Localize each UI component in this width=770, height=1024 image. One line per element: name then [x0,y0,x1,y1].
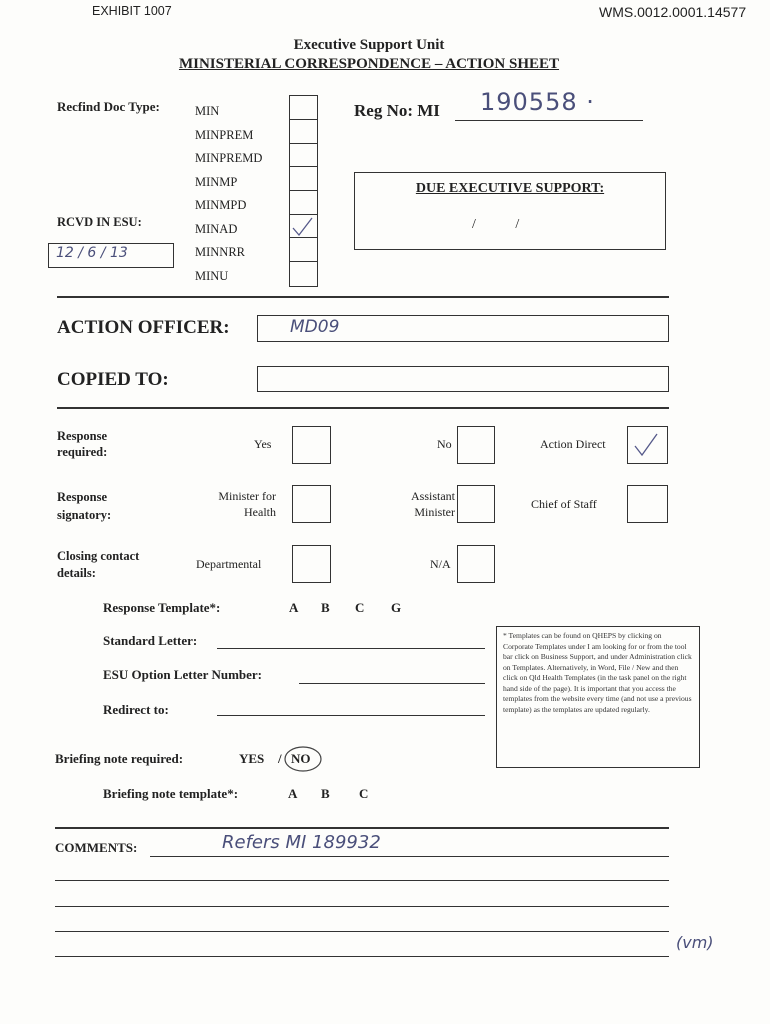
section-divider [55,827,669,829]
copied-to-field[interactable] [257,366,669,392]
na-checkbox[interactable] [457,545,495,583]
comments-line[interactable] [150,856,669,857]
chief-of-staff-checkbox[interactable] [627,485,668,523]
template-option-g[interactable]: G [391,600,402,615]
response-template-label: Response Template*: [103,600,221,615]
reg-no-label: Reg No: MI [354,101,440,120]
briefing-required-label: Briefing note required: [55,751,184,766]
exhibit-label: EXHIBIT 1007 [92,4,172,18]
response-yes-checkbox[interactable] [292,426,331,464]
response-yes-label: Yes [254,437,272,451]
doc-type-option: MINMPD [195,198,247,212]
assistant-minister-label: Assistant Minister [410,489,455,519]
briefing-option-c[interactable]: C [359,786,369,801]
unit-title: Executive Support Unit [293,37,445,53]
section-divider [57,407,669,409]
briefing-separator: / [278,751,282,766]
received-label: RCVD IN ESU: [57,215,142,229]
template-option-c[interactable]: C [355,600,365,615]
briefing-no[interactable]: NO [291,751,311,766]
doc-type-option: MINU [195,268,229,283]
checkmark-icon [632,432,660,458]
departmental-label: Departmental [196,557,262,571]
standard-letter-field[interactable] [217,648,485,649]
response-required-label: Response required: [57,429,108,459]
template-option-b[interactable]: B [321,600,330,615]
page-title: MINISTERIAL CORRESPONDENCE – ACTION SHEET [178,56,560,72]
action-direct-label: Action Direct [540,437,606,451]
doc-type-checkbox-column[interactable] [289,95,318,287]
briefing-template-label: Briefing note template*: [103,786,239,801]
template-option-a[interactable]: A [289,600,299,615]
document-id: WMS.0012.0001.14577 [599,4,747,20]
doc-type-option: MINMP [195,174,238,189]
doc-type-option: MINAD [195,221,238,236]
due-date-value: / / [472,217,520,232]
comments-line[interactable] [55,931,669,932]
response-signatory-label: Response signatory: [57,490,112,522]
checkmark-icon [290,215,316,237]
departmental-checkbox[interactable] [292,545,331,583]
na-label: N/A [430,557,451,571]
standard-letter-label: Standard Letter: [103,633,198,648]
briefing-yes[interactable]: YES [239,751,265,766]
initials-mark: (vm) [676,933,714,952]
comments-line[interactable] [55,956,669,957]
response-no-checkbox[interactable] [457,426,495,464]
briefing-option-b[interactable]: B [321,786,330,801]
templates-note: * Templates can be found on QHEPS by clicking on Corporate Templates under I am looking for or from the tool bar click on Business Support, and under Administration click on Templates. Alternatively, in Word, File / New and then click on Qld Health Templates (in the task panel on the right hand side of the page). It is important that you access the templates from the website every time (and not use a previous template) as the templates are updated regularly. [496,626,700,768]
action-officer-label: ACTION OFFICER: [57,317,230,338]
redirect-field[interactable] [217,715,485,716]
briefing-option-a[interactable]: A [288,786,298,801]
received-date-value: 12 / 6 / 13 [56,245,128,261]
comments-value: Refers MI 189932 [222,832,381,853]
reg-no-value: 190558 · [480,88,595,116]
assistant-minister-checkbox[interactable] [457,485,495,523]
action-officer-value: MD09 [290,317,340,337]
esu-option-field[interactable] [299,683,485,684]
doc-type-list [195,100,262,288]
comments-label: COMMENTS: [55,840,138,855]
esu-option-label: ESU Option Letter Number: [103,667,263,682]
redirect-label: Redirect to: [103,702,169,717]
minister-for-health-checkbox[interactable] [292,485,331,523]
comments-line[interactable] [55,880,669,881]
minister-for-health-label: Minister for Health [218,489,276,519]
circle-mark-icon [284,745,324,773]
copied-to-label: COPIED TO: [57,369,169,390]
chief-of-staff-label: Chief of Staff [531,497,597,511]
comments-line[interactable] [55,906,669,907]
doc-type-option: MINPREM [195,127,254,142]
doc-type-label: Recfind Doc Type: [57,99,160,114]
doc-type-option: MINNRR [195,245,246,259]
due-label: DUE EXECUTIVE SUPPORT: [415,181,605,196]
doc-type-option: MINPREMD [195,151,263,165]
response-no-label: No [437,437,452,451]
section-divider [57,296,669,298]
doc-type-option: MIN [195,104,220,118]
closing-contact-label: Closing contact details: [57,549,140,580]
